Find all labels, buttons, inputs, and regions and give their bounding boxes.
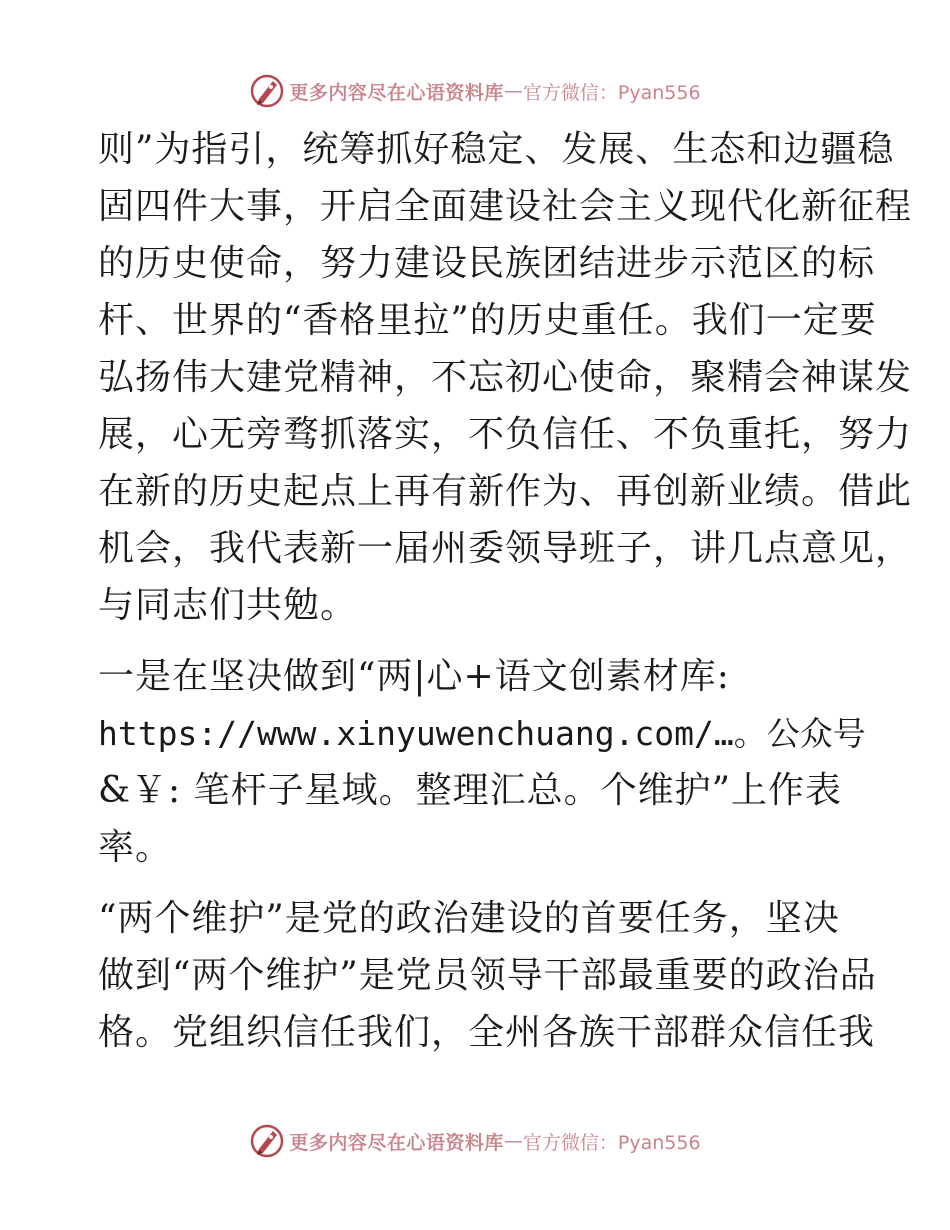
text-line: 率。 [98, 827, 173, 868]
text-line: 的历史使命，努力建设民族团结进步示范区的标 [98, 243, 876, 284]
header-banner [0, 71, 950, 111]
text-line: 杆、世界的“香格里拉”的历史重任。我们一定要 [98, 300, 877, 341]
text-line: &￥: 笔杆子星域。整理汇总。个维护”上作表 [98, 770, 843, 811]
paragraph-2 [98, 648, 866, 876]
text-line: 格。党组织信任我们，全州各族干部群众信任我 [98, 1012, 876, 1053]
text-line: 则”为指引，统筹抓好稳定、发展、生态和边疆稳 [98, 129, 895, 170]
pen-logo-icon [249, 1123, 285, 1159]
banner-separator: — [503, 80, 523, 102]
text-line: “两个维护”是党的政治建设的首要任务，坚决 [98, 898, 840, 939]
paragraph-1 [98, 121, 913, 634]
text-line: 一是在坚决做到“两|心+语文创素材库: [98, 656, 730, 697]
text-line: 弘扬伟大建党精神，不忘初心使命，聚精会神谋发 [98, 357, 913, 398]
banner-separator: — [503, 1130, 523, 1152]
banner-text: 更多内容尽在心语资料库 [289, 1131, 504, 1154]
banner-wechat: 官方微信：Pyan556 [522, 1131, 701, 1154]
text-line: 机会，我代表新一届州委领导班子，讲几点意见， [98, 528, 913, 569]
text-line: 展，心无旁骛抓落实，不负信任、不负重托，努力 [98, 414, 913, 455]
text-line: 在新的历史起点上再有新作为、再创新业绩。借此 [98, 471, 913, 512]
banner-wechat: 官方微信：Pyan556 [522, 81, 701, 104]
url-line: https://www.xinyuwenchuang.com/…。公众号 [98, 714, 866, 753]
text-line: 做到“两个维护”是党员领导干部最重要的政治品 [98, 955, 877, 996]
pen-logo-icon [249, 73, 285, 109]
text-line: 与同志们共勉。 [98, 585, 358, 626]
paragraph-3 [98, 890, 877, 1061]
document-body [98, 121, 913, 1061]
banner-text: 更多内容尽在心语资料库 [289, 81, 504, 104]
text-line: 固四件大事，开启全面建设社会主义现代化新征程 [98, 186, 913, 227]
footer-banner [0, 1121, 950, 1161]
